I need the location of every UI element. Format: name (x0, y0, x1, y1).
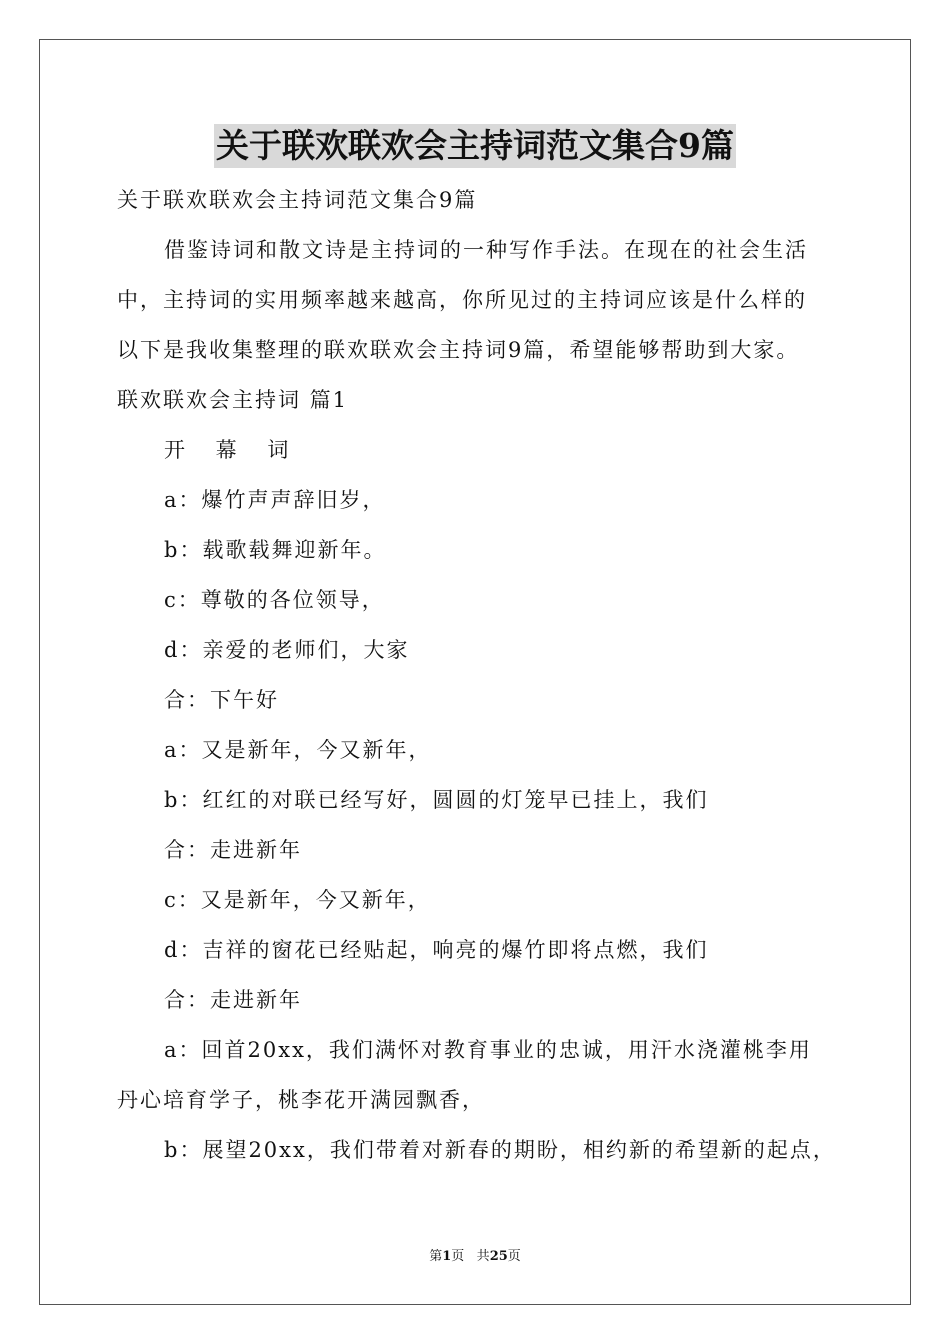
dialogue-line: c：尊敬的各位领导， (164, 588, 385, 612)
dialogue-line: d：亲爱的老师们，大家 (164, 638, 410, 662)
footer-page-unit: 页 (451, 1249, 465, 1264)
subtitle-line: 关于联欢联欢会主持词范文集合9篇 (117, 188, 478, 212)
dialogue-line: b：红红的对联已经写好，圆圆的灯笼早已挂上，我们 (164, 788, 709, 812)
document-title: 关于联欢联欢会主持词范文集合9篇 (214, 124, 736, 168)
title-container (0, 124, 950, 168)
paragraph-line: 以下是我收集整理的联欢联欢会主持词9篇，希望能够帮助到大家。 (117, 338, 800, 362)
dialogue-line: 丹心培育学子，桃李花开满园飘香， (117, 1088, 485, 1112)
current-page-number: 1 (442, 1249, 452, 1264)
footer-total-prefix: 共 (476, 1249, 490, 1264)
document-body (117, 175, 837, 1175)
dialogue-line: d：吉祥的窗花已经贴起，响亮的爆竹即将点燃，我们 (164, 938, 709, 962)
paragraph-line: 借鉴诗词和散文诗是主持词的一种写作手法。在现在的社会生活 (164, 238, 808, 262)
dialogue-line: a：爆竹声声辞旧岁， (164, 488, 386, 512)
total-pages-number: 25 (489, 1249, 508, 1264)
dialogue-line: b：展望20xx，我们带着对新春的期盼，相约新的希望新的起点， (164, 1138, 836, 1162)
dialogue-line: a：又是新年，今又新年， (164, 738, 432, 762)
section-heading: 联欢联欢会主持词 篇1 (117, 388, 349, 412)
page-footer (0, 1248, 950, 1266)
dialogue-line: 合：走进新年 (164, 838, 302, 862)
dialogue-line: b：载歌载舞迎新年。 (164, 538, 387, 562)
footer-total-unit: 页 (507, 1249, 521, 1264)
section-subheading: 开 幕 词 (164, 438, 301, 462)
paragraph-line: 中，主持词的实用频率越来越高，你所见过的主持词应该是什么样的 (117, 288, 807, 312)
footer-prefix: 第 (429, 1249, 443, 1264)
dialogue-line: 合：走进新年 (164, 988, 302, 1012)
dialogue-line: 合：下午好 (164, 688, 279, 712)
dialogue-line: a：回首20xx，我们满怀对教育事业的忠诚，用汗水浇灌桃李用 (164, 1038, 812, 1062)
dialogue-line: c：又是新年，今又新年， (164, 888, 431, 912)
